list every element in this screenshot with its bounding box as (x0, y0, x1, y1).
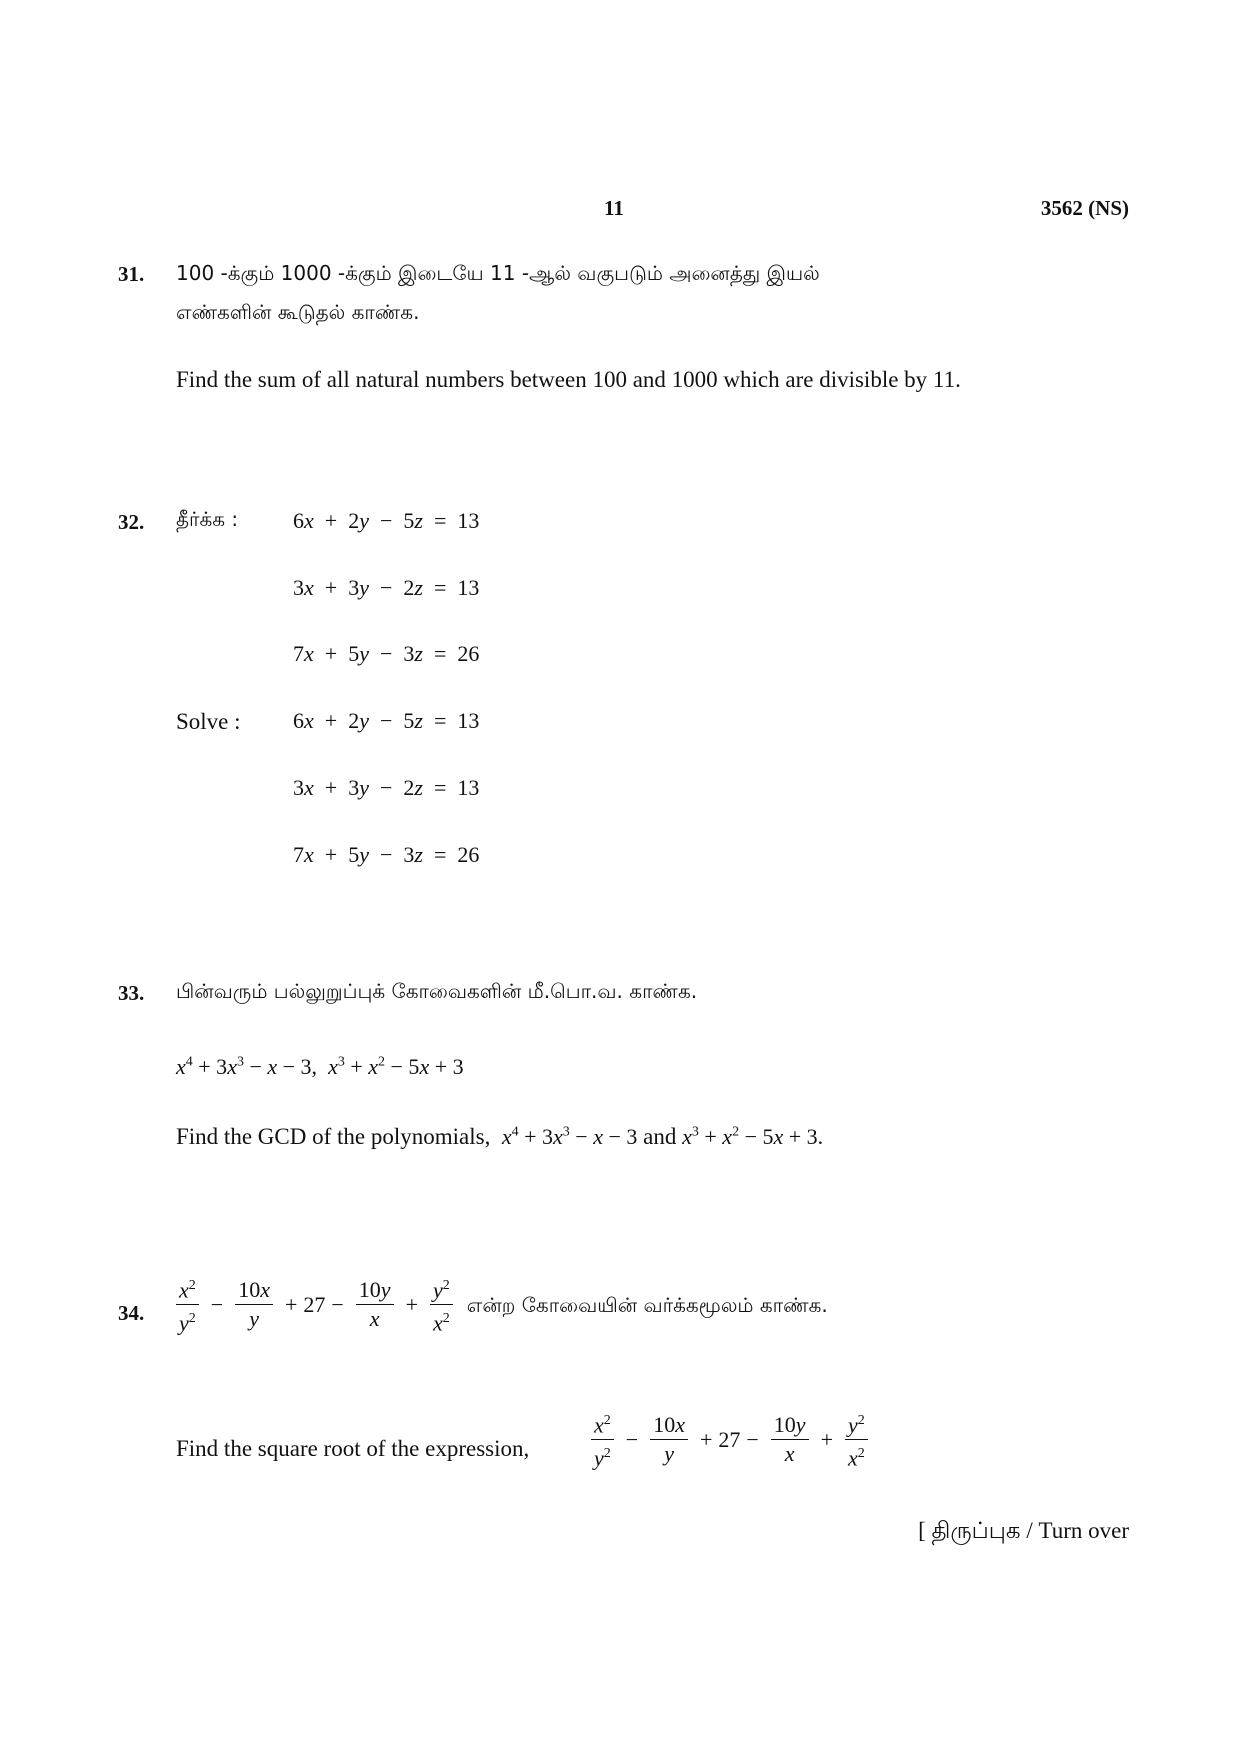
q32-english-label: Solve : (176, 709, 241, 734)
q31-english: Find the sum of all natural numbers between 100 and 1000 which are divisible by 11. (176, 367, 961, 392)
paper-code: 3562 (NS) (1040, 196, 1129, 220)
q31-tamil-line1: 100 -க்கும் 1000 -க்கும் இடையே 11 -ஆல் வகுபடும் அனைத்து இயல் (176, 261, 820, 285)
q34-expression: $\frac{x^2}{y^2}$ − $\frac{10x}{y}$ + 27 − $\frac{10y}{x}$ + $\frac{y^2}{x^2}$ என்ற கோவையின் வர்க்கமூலம் காண்க. (170, 1272, 828, 1338)
equation-row: 7x + 5y − 3z = 26 (293, 842, 480, 867)
equation-row: 6x + 2y − 5z = 13 (293, 708, 480, 733)
q33-polynomials: $x^4 + 3x^3 - x - 3$, $x^3 + x^2 - 5x + 3$ (176, 1054, 464, 1079)
q33-tamil: பின்வரும் பல்லுறுப்புக் கோவைகளின் மீ.பொ.வ. காண்க. (176, 979, 698, 1003)
q32-tamil-label: தீர்க்க : (176, 507, 239, 531)
question-number-32: 32. (118, 510, 145, 534)
page-number: 11 (604, 196, 624, 220)
q34-english-expression: $\frac{x^2}{y^2}$ − $\frac{10x}{y}$ + 27 − $\frac{10y}{x}$ + $\frac{y^2}{x^2}$ (585, 1407, 874, 1473)
q31-tamil-line2: எண்களின் கூடுதல் காண்க. (176, 300, 420, 324)
equation-row: 7x + 5y − 3z = 26 (293, 641, 480, 666)
equation-row: 6x + 2y − 5z = 13 (293, 508, 480, 533)
question-number-33: 33. (118, 981, 145, 1005)
equation-row: 3x + 3y − 2z = 13 (293, 775, 480, 800)
turn-over-note: [ திருப்புக / Turn over (918, 1518, 1129, 1543)
q33-english: Find the GCD of the polynomials, $x^4 + 3x^3 - x - 3$ and $x^3 + x^2 - 5x + 3$. (176, 1124, 824, 1149)
equation-row: 3x + 3y − 2z = 13 (293, 575, 480, 600)
q34-tamil: என்ற கோவையின் வர்க்கமூலம் காண்க. (466, 1292, 828, 1317)
question-number-34: 34. (118, 1301, 145, 1325)
q34-english: Find the square root of the expression, (176, 1436, 530, 1461)
question-number-31: 31. (118, 262, 145, 286)
